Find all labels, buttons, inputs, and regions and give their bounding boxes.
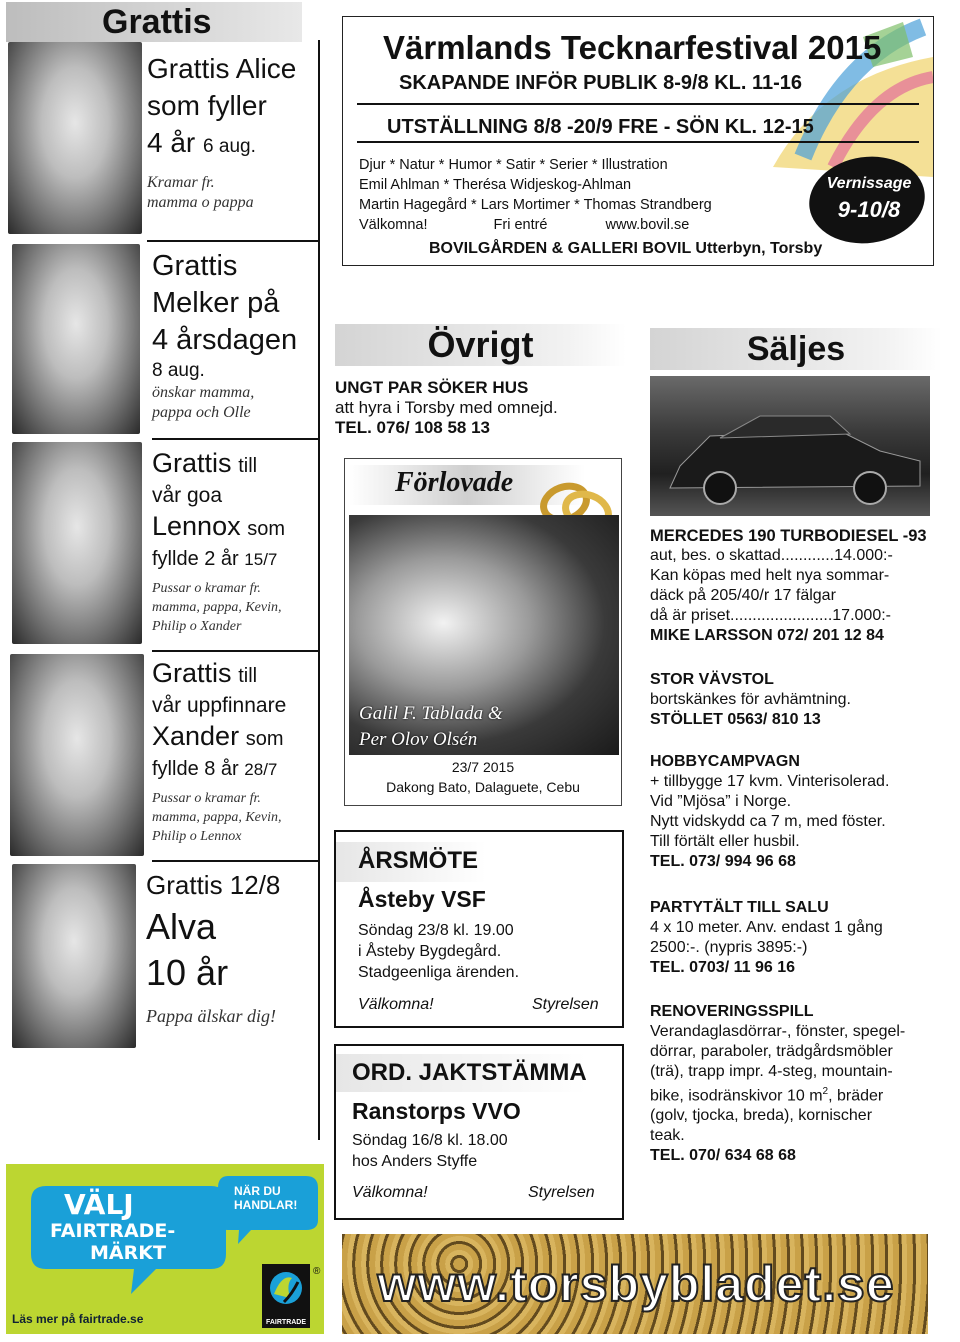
fairtrade-word: FAIRTRADE- [50,1220,176,1242]
mercedes-tel: MIKE LARSSON 072/ 201 12 84 [650,627,884,644]
grattis-melker [152,248,317,423]
partytalt-line1: 4 x 10 meter. Anv. endast 1 gång [650,919,883,936]
fairtrade-mark-icon [262,1264,310,1314]
alva-line1: Grattis 12/8 [146,870,281,900]
xander-line4: fyllde 8 år 28/7 [152,758,278,780]
photo-xander [10,654,144,856]
renovering-line2: dörrar, paraboler, trädgårdsmöbler [650,1043,893,1060]
lennox-sign1: Pussar o kramar fr. [152,581,261,596]
jakt-details [352,1130,508,1172]
partytalt-title: PARTYTÄLT TILL SALU [650,899,829,916]
arsmote-details [358,920,519,983]
forlovade-place: Dakong Bato, Dalaguete, Cebu [386,779,580,795]
saljes-ad-mercedes [650,526,950,646]
jakt-welcome: Välkomna! [352,1184,428,1201]
forlovade-header: Förlovade [395,467,514,498]
xander-line3: Xander som [152,721,284,751]
torsbybladet-banner[interactable] [342,1234,928,1334]
melker-line3: 4 årsdagen [152,324,298,356]
xander-line1: Grattis till [152,658,258,688]
forlovade-ad [344,458,622,806]
camp-line2: Vid ”Mjösa” i Norge. [650,793,792,810]
renovering-line5: (golv, tjocka, breda), kornischer [650,1107,873,1125]
fairtrade-logo [262,1264,310,1328]
jakt-org: Ranstorps VVO [352,1098,521,1124]
alice-line3: 4 år 6 aug. [147,127,256,158]
renovering-line6: teak. [650,1127,685,1145]
ovrigt-title: UNGT PAR SÖKER HUS [335,378,529,397]
xander-sign1: Pussar o kramar fr. [152,791,261,806]
car-photo [650,376,930,516]
arsmote-line2: i Åsteby Bygdegård. [358,943,502,960]
registered-mark: ® [313,1266,321,1277]
lennox-sign3: Philip o Xander [152,619,242,634]
renovering-title: RENOVERINGSSPILL [650,1003,814,1020]
divider [152,860,319,862]
lennox-line2: vår goa [152,484,223,507]
xander-sign2: mamma, pappa, Kevin, [152,810,282,825]
lennox-sign2: mamma, pappa, Kevin, [152,600,282,615]
fairtrade-logo-text: FAIRTRADE [265,1319,307,1326]
arsmote-org: Åsteby VSF [358,886,486,912]
mercedes-line4: då är priset.......................17.000:- [650,607,891,624]
alice-sign2: mamma o pappa [147,194,254,211]
festival-detail3: Martin Hagegård * Lars Mortimer * Thomas Strandberg [359,197,712,213]
festival-detail1: Djur * Natur * Humor * Satir * Serier * Illustration [359,157,668,173]
saljes-header: Säljes [650,328,942,370]
grattis-xander [152,658,318,846]
arsmote-top-rule [336,830,622,832]
camp-line3: Nytt vidskydd ca 7 m, med föster. [650,813,886,830]
partytalt-line2: 2500:-. (nypris 3895:-) [650,939,808,956]
grattis-header: Grattis [6,2,302,42]
saljes-ad-camp [650,752,950,872]
grattis-alva [146,866,316,1026]
renovering-line1: Verandaglasdörrar-, fönster, spegel- [650,1023,906,1040]
melker-line2: Melker på [152,287,280,319]
lennox-line1: Grattis till [152,448,258,478]
festival-web-link[interactable]: www.bovil.se [605,217,690,233]
photo-alva [12,864,136,1048]
lennox-line3: Lennox som [152,511,286,541]
grattis-lennox [152,448,318,636]
vavstol-tel: STÖLLET 0563/ 810 13 [650,711,821,728]
partytalt-tel: TEL. 0703/ 11 96 16 [650,959,795,976]
festival-detail2: Emil Ahlman * Therésa Widjeskog-Ahlman [359,177,632,193]
arsmote-header: ÅRSMÖTE [358,847,478,874]
ovrigt-header: Övrigt [335,324,626,366]
arsmote-line3: Stadgeenliga ärenden. [358,964,520,981]
alice-line1: Grattis Alice [147,53,297,84]
column-divider [318,40,320,1140]
jakt-sign: Styrelsen [528,1184,595,1201]
saljes-ad-renovering [650,1002,950,1166]
arsmote-ad [334,830,624,1028]
fairtrade-nar1: NÄR DU [234,1184,281,1198]
melker-sign2: pappa och Olle [152,404,251,421]
saljes-ad-vavstol [650,670,950,730]
jakt-ad [334,1044,624,1220]
mercedes-line2: Kan köpas med helt nya sommar- [650,567,890,584]
festival-detail4: Välkomna! Fri entré www.bovil.se [359,217,690,233]
festival-rule [357,141,919,143]
photo-alice [8,42,142,234]
camp-line4: Till förtält eller husbil. [650,833,800,850]
fairtrade-nar2: HANDLAR! [234,1198,298,1212]
forlovade-date: 23/7 2015 [451,759,515,775]
arsmote-sign: Styrelsen [532,996,599,1013]
fairtrade-link[interactable]: Läs mer på fairtrade.se [12,1312,144,1326]
renovering-tel: TEL. 070/ 634 68 68 [650,1147,796,1165]
alva-sign: Pappa älskar dig! [146,1006,276,1026]
ovrigt-ad [335,378,630,438]
saljes-ad-partytalt [650,898,950,978]
divider [152,650,319,652]
forlovade-name1: Galil F. Tablada & [359,703,503,724]
ovrigt-text: att hyra i Torsby med omnejd. [335,398,558,417]
melker-sign1: önskar mamma, [152,384,255,401]
photo-lennox [12,442,142,644]
ovrigt-tel: TEL. 076/ 108 58 13 [335,418,490,437]
alice-sign1: Kramar fr. [147,174,215,191]
mercedes-title: MERCEDES 190 TURBODIESEL -93 [650,527,927,545]
fairtrade-markt: MÄRKT [90,1242,166,1264]
festival-line1: SKAPANDE INFÖR PUBLIK 8-9/8 KL. 11-16 [399,72,803,94]
vavstol-line1: bortskänkes för avhämtning. [650,691,851,708]
mercedes-line1: aut, bes. o skattad............14.000:- [650,547,893,564]
festival-ad [342,16,934,266]
camp-line1: + tillbygge 17 kvm. Vinterisolerad. [650,773,890,790]
festival-details [359,155,712,235]
alva-line2: Alva [146,906,217,947]
renovering-line3: (trä), trapp impr. 4-steg, mountain- [650,1063,893,1080]
melker-line4: 8 aug. [152,360,205,381]
fairtrade-ad[interactable] [6,1164,324,1334]
renovering-line4: bike, isodränskivor 10 $m^2$, bräder [650,1086,884,1105]
xander-sign3: Philip o Lennox [152,829,242,844]
jakt-line1: Söndag 16/8 kl. 18.00 [352,1132,508,1149]
jakt-top-rule [336,1044,622,1046]
mercedes-line3: däck på 205/40/r 17 fälgar [650,587,836,604]
divider [147,240,319,242]
festival-line2: UTSTÄLLNING 8/8 -20/9 FRE - SÖN KL. 12-15 [387,116,814,138]
alva-line3: 10 år [146,952,229,993]
festival-title: Värmlands Tecknarfestival 2015 [383,29,882,66]
fairtrade-valj: VÄLJ [64,1188,134,1221]
xander-line2: vår uppfinnare [152,694,287,717]
camp-tel: TEL. 073/ 994 96 68 [650,853,796,870]
forlovade-name2: Per Olov Olsén [359,729,478,750]
festival-place: BOVILGÅRDEN & GALLERI BOVIL Utterbyn, Torsby [429,240,823,257]
camp-title: HOBBYCAMPVAGN [650,753,800,770]
alice-line2: som fyller [147,90,267,121]
vernissage-label: Vernissage [826,175,912,192]
vernissage-date: 9-10/8 [837,197,901,222]
jakt-line2: hos Anders Styffe [352,1153,478,1170]
divider [152,438,319,440]
grattis-alice [147,50,315,213]
lennox-line4: fyllde 2 år 15/7 [152,548,278,570]
car-icon [650,376,930,516]
melker-line1: Grattis [152,250,238,282]
banner-url[interactable]: www.torsbybladet.se [377,1256,895,1312]
arsmote-line1: Söndag 23/8 kl. 19.00 [358,922,514,939]
photo-melker [12,244,140,434]
jakt-header: ORD. JAKTSTÄMMA [352,1059,587,1086]
vavstol-title: STOR VÄVSTOL [650,671,774,688]
festival-rule [357,103,919,105]
arsmote-welcome: Välkomna! [358,996,434,1013]
